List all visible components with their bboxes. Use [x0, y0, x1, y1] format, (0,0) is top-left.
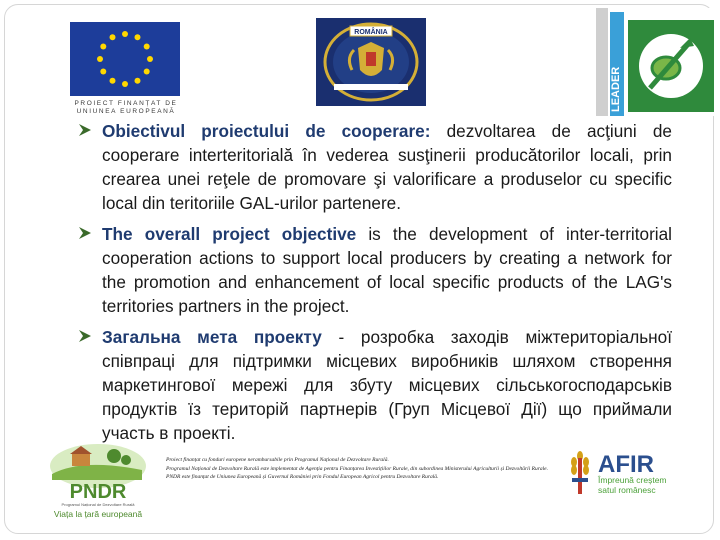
funding-line-3: PNDR este finanțat de Uniunea Europeană și Guvernul României prin Fondul European Agricol pentru Dezvoltare Rurală.: [166, 474, 439, 480]
rural-landscape-icon: [42, 440, 154, 526]
arrow-bullet-icon: [78, 329, 92, 343]
objective-romanian-emphasis: Obiectivul proiectului de cooperare:: [102, 121, 431, 141]
mard-logo: [316, 18, 426, 106]
afir-name: AFIR: [598, 451, 654, 478]
objective-ukrainian: [78, 325, 672, 445]
objective-english: [78, 222, 672, 318]
leader-logo-icon: [594, 8, 718, 116]
eu-caption-line1: PROIECT FINANȚAT DE: [74, 100, 178, 107]
eu-logo: [68, 18, 184, 115]
eu-caption: [68, 100, 184, 116]
afir-tagline-1: Împreună creștem: [598, 475, 667, 485]
funding-notice: [166, 456, 558, 482]
objective-romanian-text: dezvoltarea de acţiuni de cooperare interteritorială în vederea susţinerii producătorilor locali, prin crearea unei reţele de promovare şi valorificare a produselor cu specific local din teritoriile GAL-urilor partenere.: [102, 121, 672, 213]
eu-caption-line2: UNIUNEA EUROPEANĂ: [76, 108, 176, 115]
mard-banner-text: ROMÂNIA: [354, 29, 388, 36]
afir-tagline-2: satul românesc: [598, 485, 656, 495]
coat-of-arms-icon: [316, 18, 426, 106]
funding-line-1: Proiect finanțat cu fonduri europene nerambursabile prin Programul Național de Dezvoltare Rurală.: [166, 457, 389, 463]
objective-english-emphasis: The overall project objective: [102, 224, 357, 244]
pndr-name: PNDR: [69, 481, 127, 503]
eu-flag-icon: [70, 22, 180, 96]
leader-logo: [594, 8, 718, 116]
objective-list: [78, 119, 672, 445]
pndr-small: Programul Național de Dezvoltare Rurală: [61, 502, 135, 507]
wheat-ear-icon: [566, 446, 716, 496]
pndr-logo: [42, 440, 154, 526]
arrow-bullet-icon: [78, 123, 92, 137]
arrow-bullet-icon: [78, 226, 92, 240]
funding-line-2: Programul Național de Dezvoltare Rurală este implementat de Agenția pentru Finanțarea Investițiilor Rurale, din subordinea Ministerului Agriculturii și Dezvoltării Rurale.: [166, 465, 548, 472]
objective-ukrainian-emphasis: Загальна мета проекту: [102, 327, 322, 347]
objective-ukrainian-text: - розробка заходів міжтериторіальної співпраці для підтримки місцевих виробників шляхом створення маркетингової мережі для збуту місцевих сільськогосподарськів продуктів їз територій партнерів (Груп Місцевої Дії) що приймали участь в проекті.: [102, 327, 672, 443]
leader-label: LEADER: [610, 66, 622, 112]
afir-logo: [566, 446, 716, 496]
objective-romanian: [78, 119, 672, 215]
pndr-slogan: Viața la țară europeană: [53, 509, 143, 519]
objective-english-text: is the development of inter-territorial cooperation actions to support local producers by creating a network for the promotion and enhancement of local specific products of the LAG's territories partners in the project.: [102, 224, 672, 316]
